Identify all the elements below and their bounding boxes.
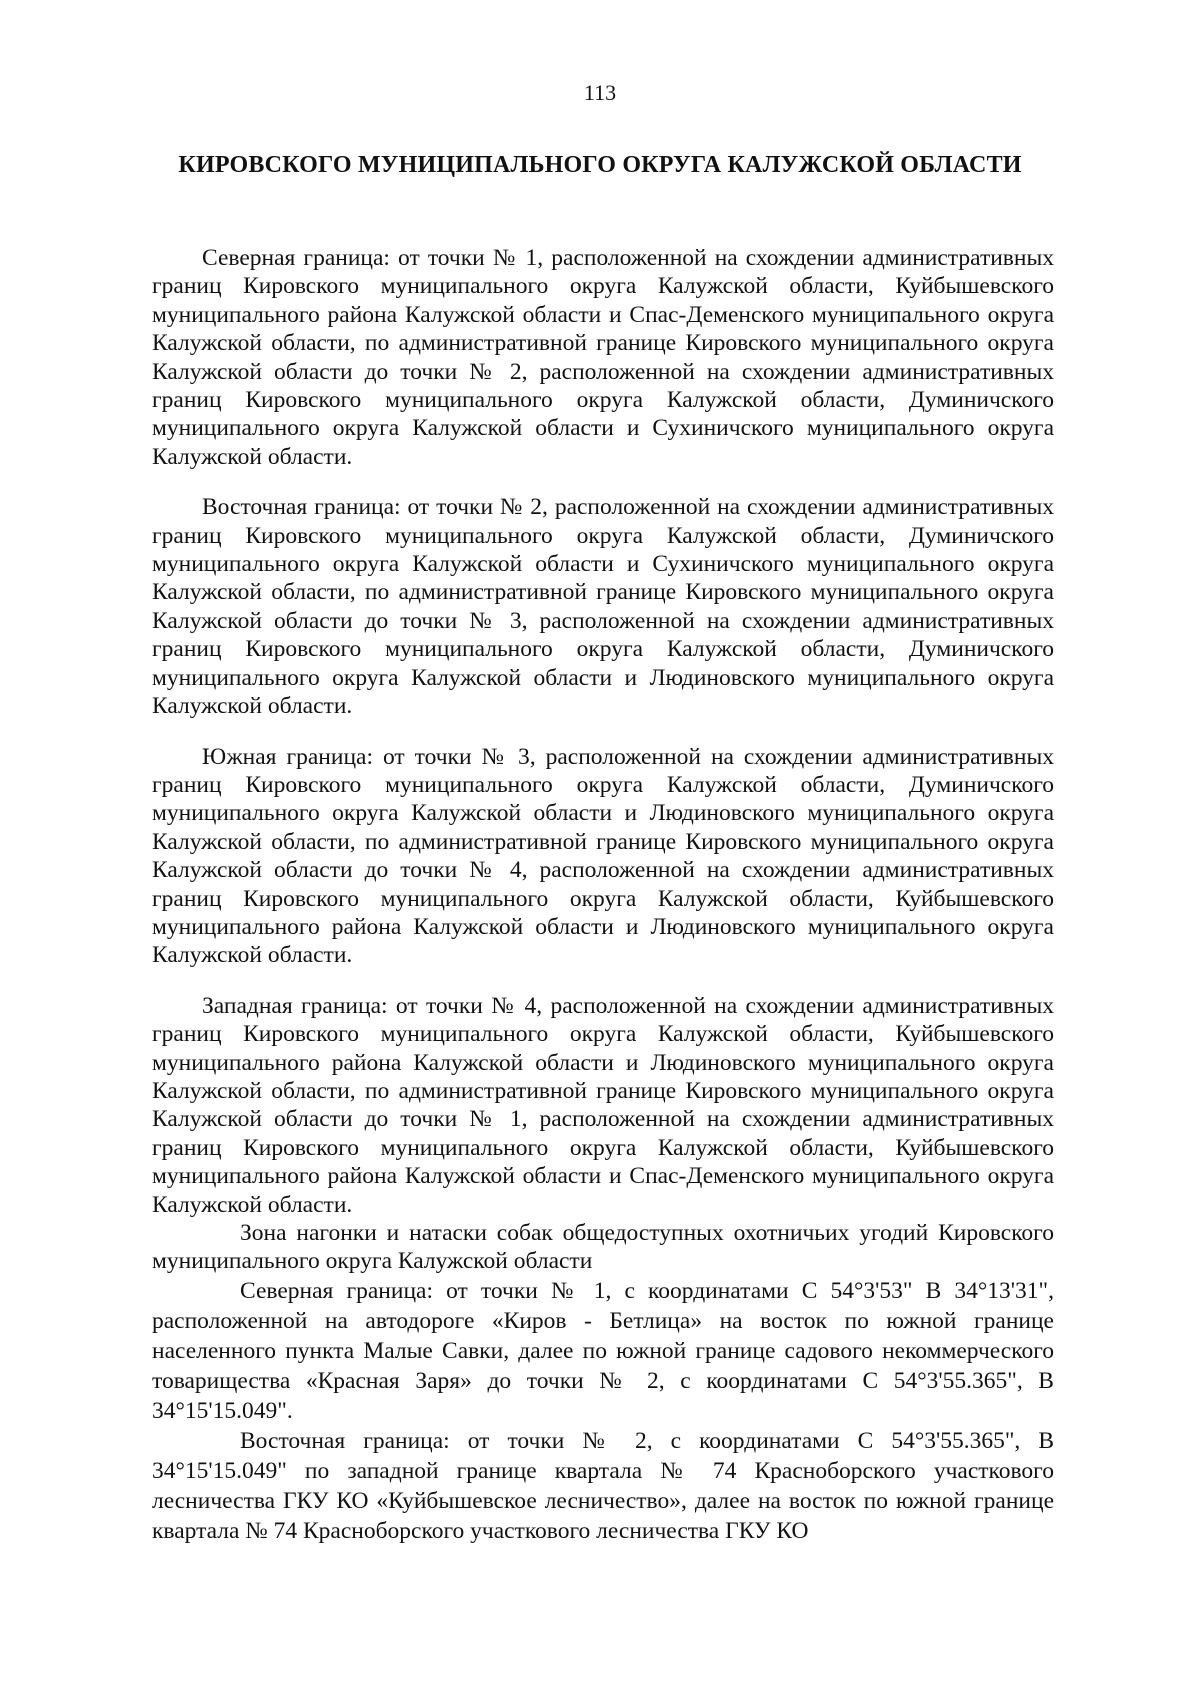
paragraph-east-boundary: Восточная граница: от точки № 2, расположенной на схождении административных границ Кировского муниципального округа Калужской области, Думиничского муниципального округа Калужской области и Сухиничского муниципального округа Калужской области, по административной границе Кировского муниципального округа Калужской области до точки № 3, расположенной на схождении административных границ Кировского муниципального округа Калужской области, Думиничского муниципального округа Калужской области и Людиновского муниципального округа Калужской области. [152, 494, 1054, 720]
paragraph-west-boundary: Западная граница: от точки № 4, расположенной на схождении административных границ Кировского муниципального округа Калужской области, Куйбышевского муниципального района Калужской области и Людиновского муниципального округа Калужской области, по административной границе Кировского муниципального округа Калужской области до точки № 1, расположенной на схождении административных границ Кировского муниципального округа Калужской области, Куйбышевского муниципального района Калужской области и Спас-Деменского муниципального округа Калужской области. [152, 992, 1054, 1218]
paragraph-north-boundary: Северная граница: от точки № 1, расположенной на схождении административных границ Кировского муниципального округа Калужской области, Куйбышевского муниципального района Калужской области и Спас-Деменского муниципального округа Калужской области, по административной границе Кировского муниципального округа Калужской области до точки № 2, расположенной на схождении административных границ Кировского муниципального округа Калужской области, Думиничского муниципального округа Калужской области и Сухиничского муниципального округа Калужской области. [152, 245, 1054, 470]
paragraph-zone-north-boundary: Северная граница: от точки № 1, с координатами С 54°3'53" В 34°13'31", расположенной на автодороге «Киров - Бетлица» на восток по южной границе населенного пункта Малые Савки, далее по южной границе садового некоммерческого товарищества «Красная Заря» до точки № 2, с координатами С 54°3'55.365", В 34°15'15.049". [152, 1277, 1054, 1424]
paragraph-south-boundary: Южная граница: от точки № 3, расположенной на схождении административных границ Кировского муниципального округа Калужской области, Думиничского муниципального округа Калужской области и Людиновского муниципального округа Калужской области, по административной границе Кировского муниципального округа Калужской области до точки № 4, расположенной на схождении административных границ Кировского муниципального округа Калужской области, Куйбышевского муниципального района Калужской области и Людиновского муниципального округа Калужской области. [152, 743, 1054, 969]
page-heading: КИРОВСКОГО МУНИЦИПАЛЬНОГО ОКРУГА КАЛУЖСКОЙ ОБЛАСТИ [178, 152, 1022, 178]
document-body [152, 244, 1054, 1546]
paragraph-zone-east-boundary: Восточная граница: от точки № 2, с координатами С 54°3'55.365", В 34°15'15.049" по западной границе квартала № 74 Красноборского участкового лесничества ГКУ КО «Куйбышевское лесничество», далее на восток по южной границе квартала № 74 Красноборского участкового лесничества ГКУ КО [152, 1427, 1054, 1544]
page-number: 113 [583, 80, 617, 105]
paragraph-zone-title: Зона нагонки и натаски собак общедоступных охотничьих угодий Кировского муниципального округа Калужской области [152, 1220, 1054, 1275]
